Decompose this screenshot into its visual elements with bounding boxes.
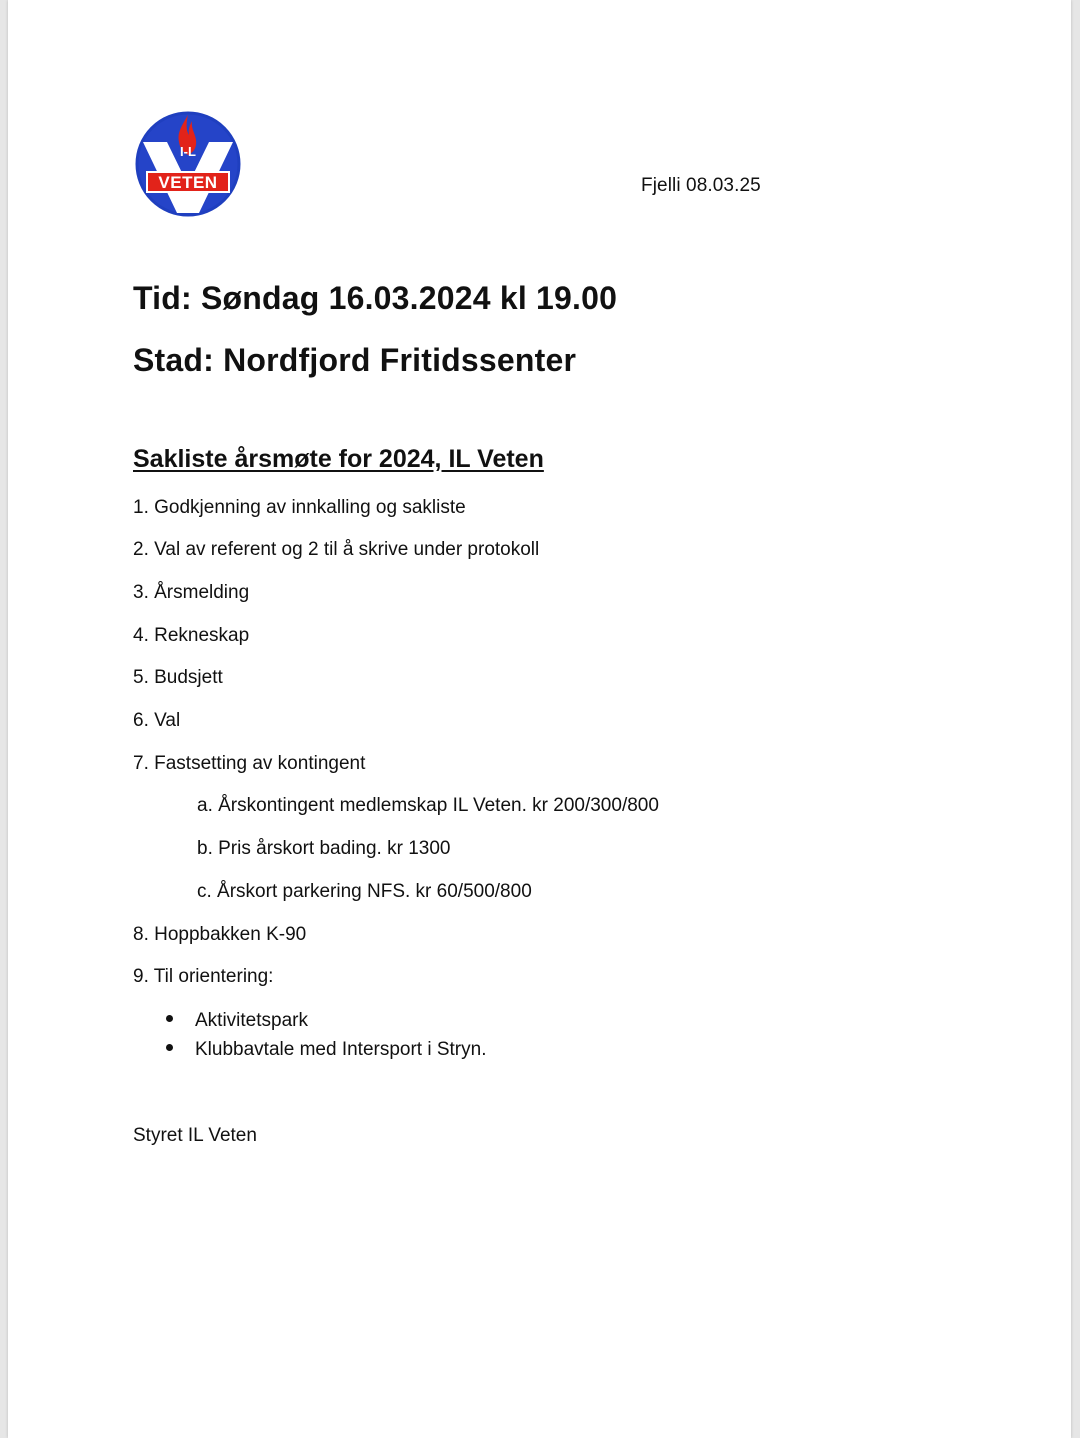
meeting-place: Stad: Nordfjord Fritidssenter [133, 342, 577, 378]
agenda-item: 5. Budsjett [133, 667, 223, 688]
agenda-title: Sakliste årsmøte for 2024, IL Veten [133, 445, 544, 473]
agenda-item: 3. Årsmelding [133, 582, 250, 603]
agenda-sub-item: a. Årskontingent medlemskap IL Veten. kr 200/300/800 [197, 795, 659, 816]
agenda-sub-item: c. Årskort parkering NFS. kr 60/500/800 [197, 881, 532, 902]
agenda-item: 9. Til orientering: [133, 966, 274, 987]
meeting-time: Tid: Søndag 16.03.2024 kl 19.00 [133, 280, 618, 316]
bullet-item [166, 1039, 486, 1061]
bullet-item [166, 1010, 308, 1032]
agenda-item: 1. Godkjenning av innkalling og sakliste [133, 497, 466, 518]
document-page [8, 0, 1071, 1438]
il-veten-logo [133, 109, 243, 219]
bullet-text: Aktivitetspark [195, 1010, 308, 1031]
signature: Styret IL Veten [133, 1125, 257, 1146]
agenda-item: 2. Val av referent og 2 til å skrive under protokoll [133, 539, 540, 560]
agenda-item: 4. Rekneskap [133, 625, 250, 646]
bullet-icon [166, 1044, 173, 1051]
agenda-sub-item: b. Pris årskort bading. kr 1300 [197, 838, 451, 859]
logo-monogram: I-L [180, 144, 196, 159]
document-date: Fjelli 08.03.25 [641, 175, 761, 196]
agenda-item: 7. Fastsetting av kontingent [133, 753, 366, 774]
bullet-icon [166, 1015, 173, 1022]
bullet-text: Klubbavtale med Intersport i Stryn. [195, 1039, 487, 1060]
logo-banner-text: VETEN [158, 173, 218, 192]
agenda-item: 8. Hoppbakken K-90 [133, 924, 307, 945]
agenda-item: 6. Val [133, 710, 181, 731]
